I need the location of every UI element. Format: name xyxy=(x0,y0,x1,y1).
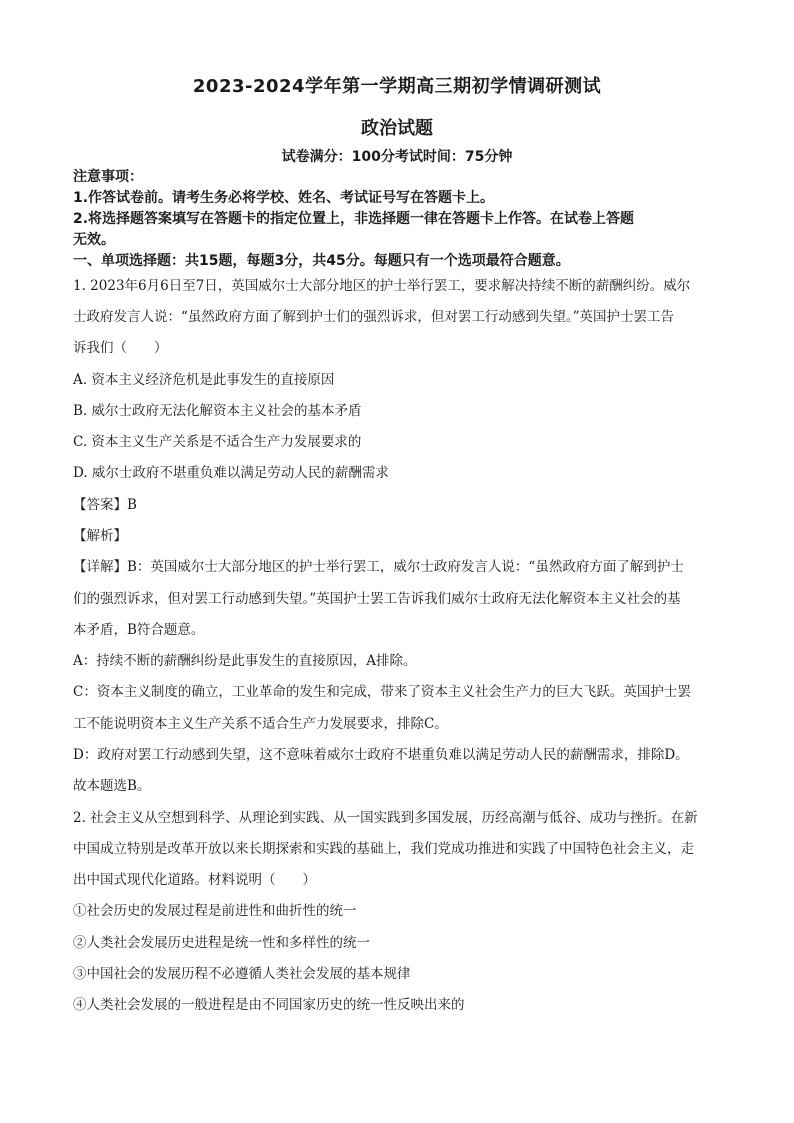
q1-answer: 【答案】B xyxy=(73,497,137,513)
q1-detail-a: A：持续不断的薪酬纠纷是此事发生的直接原因，A排除。 xyxy=(73,653,417,669)
notice-item-2-line-2: 无效。 xyxy=(73,232,115,248)
q1-detail-d: D：政府对罢工行动感到失望，这不意味着威尔士政府不堪重负难以满足劳动人民的薪酬需求，排除D。 xyxy=(73,747,689,763)
q1-analysis-label: 【解析】 xyxy=(73,528,127,544)
q2-item-2: ②人类社会发展历史进程是统一性和多样性的统一 xyxy=(73,935,370,951)
exam-title: 2023-2024学年第一学期高三期初学情调研测试 xyxy=(192,76,602,97)
q1-option-a: A. 资本主义经济危机是此事发生的直接原因 xyxy=(73,372,335,388)
q1-detail-line-2: 们的强烈诉求，但对罢工行动感到失望。”英国护士罢工告诉我们威尔士政府无法化解资本主义社会的基 xyxy=(73,591,681,607)
q2-stem-line-3: 出中国式现代化道路。材料说明（ ） xyxy=(73,872,316,888)
section-1-heading: 一、单项选择题：共15题，每题3分，共45分。每题只有一个选项最符合题意。 xyxy=(73,253,570,269)
exam-info: 试卷满分：100分考试时间：75分钟 xyxy=(281,149,513,165)
q1-conclusion: 故本题选B。 xyxy=(73,778,151,794)
q2-item-1: ①社会历史的发展过程是前进性和曲折性的统一 xyxy=(73,903,357,919)
subject-title: 政治试题 xyxy=(361,118,433,139)
q1-detail-line-3: 本矛盾，B符合题意。 xyxy=(73,622,205,638)
q1-detail-c-line-1: C：资本主义制度的确立，工业革命的发生和完成，带来了资本主义社会生产力的巨大飞跃。英国护士罢 xyxy=(73,684,691,700)
q2-item-4: ④人类社会发展的一般进程是由不同国家历史的统一性反映出来的 xyxy=(73,997,465,1013)
notice-item-2-line-1: 2.将选择题答案填写在答题卡的指定位置上，非选择题一律在答题卡上作答。在试卷上答题 xyxy=(73,211,635,227)
q2-item-3: ③中国社会的发展历程不必遵循人类社会发展的基本规律 xyxy=(73,966,411,982)
q1-stem-line-1: 1. 2023年6月6日至7日，英国威尔士大部分地区的护士举行罢工，要求解决持续不断的薪酬纠纷。威尔 xyxy=(73,278,691,294)
q1-option-d: D. 威尔士政府不堪重负难以满足劳动人民的薪酬需求 xyxy=(73,465,389,481)
q1-stem-line-3: 诉我们（ ） xyxy=(73,340,168,356)
q1-option-b: B. 威尔士政府无法化解资本主义社会的基本矛盾 xyxy=(73,403,362,419)
q2-stem-line-2: 中国成立特别是改革开放以来长期探索和实践的基础上，我们党成功推进和实践了中国特色社会主义，走 xyxy=(73,841,694,857)
notice-heading: 注意事项： xyxy=(73,169,143,185)
q2-stem-line-1: 2. 社会主义从空想到科学、从理论到实践、从一国实践到多国发展，历经高潮与低谷、成功与挫折。在新 xyxy=(73,810,698,826)
q1-detail-c-line-2: 工不能说明资本主义生产关系不适合生产力发展要求，排除C。 xyxy=(73,716,448,732)
q1-detail-line-1: 【详解】B：英国威尔士大部分地区的护士举行罢工，威尔士政府发言人说：“虽然政府方面了解到护士 xyxy=(73,559,684,575)
notice-item-1: 1.作答试卷前。请考生务必将学校、姓名、考试证号写在答题卡上。 xyxy=(73,190,495,206)
q1-stem-line-2: 士政府发言人说：“虽然政府方面了解到护士们的强烈诉求，但对罢工行动感到失望。”英国护士罢工告 xyxy=(73,309,675,325)
q1-option-c: C. 资本主义生产关系是不适合生产力发展要求的 xyxy=(73,434,362,450)
